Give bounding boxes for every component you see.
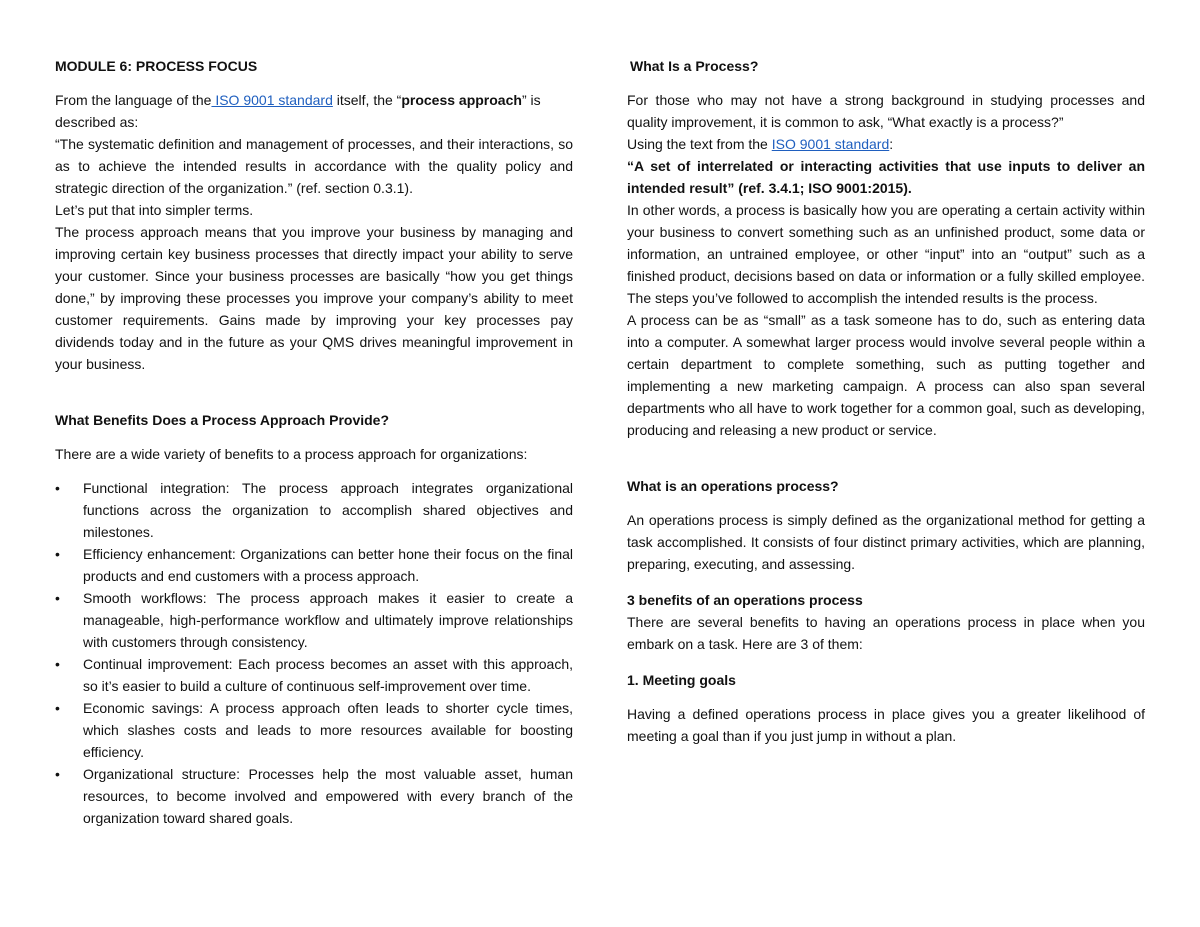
bullet-icon: •: [55, 590, 60, 606]
bullet-icon: •: [55, 766, 60, 782]
list-item: • Functional integration: The process approach integrates organizational functions across the organization to accomplish shared objectives and milestones.: [55, 477, 573, 543]
other-words-paragraph: In other words, a process is basically how you are operating a certain activity within your business to convert something such as an unfinished product, some data or information, an untrained employee, or other “input” into an “output” such as a finished product, decisions based on data or information or a fully skilled employee. The steps you’ve followed to accomplish the intended results is the process.: [627, 202, 1145, 306]
bullet-icon: •: [55, 700, 60, 716]
intro-paragraph: From the language of the ISO 9001 standard itself, the “process approach” is described as:: [55, 92, 541, 130]
meeting-goals-heading: 1. Meeting goals: [627, 672, 736, 688]
process-size-paragraph: A process can be as “small” as a task someone has to do, such as entering data into a computer. A somewhat larger process would involve several people within a certain department to complete something, such as putting together and implementing a new marketing campaign. A process can also span several departments who all have to work together for a common goal, such as developing, producing and releasing a new product or service.: [627, 312, 1145, 438]
what-is-process-paragraph: For those who may not have a strong background in studying processes and quality improvement, it is common to ask, “What exactly is a process?”: [627, 92, 1145, 130]
right-column: [627, 55, 1145, 747]
list-item: • Organizational structure: Processes help the most valuable asset, human resources, to become involved and empowered with every branch of the organization toward shared goals.: [55, 763, 573, 829]
bullet-icon: •: [55, 480, 60, 496]
benefits-list: [55, 477, 573, 829]
module-title: MODULE 6: PROCESS FOCUS: [55, 58, 258, 74]
simpler-terms: Let’s put that into simpler terms.: [55, 202, 254, 218]
iso-definition: “A set of interrelated or interacting activities that use inputs to deliver an intended result” (ref. 3.4.1; ISO 9001:2015).: [627, 158, 1145, 196]
definition-quote: “The systematic definition and management of processes, and their interactions, so as to achieve the intended results in accordance with the quality policy and strategic direction of the organization.” (ref. section 0.3.1).: [55, 136, 573, 196]
list-item: • Efficiency enhancement: Organizations can better hone their focus on the final products and end customers with a process approach.: [55, 543, 573, 587]
benefits-operations-paragraph: There are several benefits to having an operations process in place when you embark on a task. Here are 3 of them:: [627, 614, 1145, 652]
benefits-heading: What Benefits Does a Process Approach Provide?: [55, 412, 390, 428]
bullet-icon: •: [55, 656, 60, 672]
list-item: • Economic savings: A process approach often leads to shorter cycle times, which slashes costs and leads to more resources available for boosting efficiency.: [55, 697, 573, 763]
process-approach-paragraph: The process approach means that you improve your business by managing and improving certain key business processes that directly impact your ability to serve your customer. Since your business processes are basically “how you get things done,” by improving these processes you improve your company’s ability to meet customer requirements. Gains made by improving your key processes pay dividends today and in the future as your QMS drives meaningful improvement in your business.: [55, 224, 573, 372]
using-text-line: Using the text from the ISO 9001 standard:: [627, 136, 894, 152]
operations-process-heading: What is an operations process?: [627, 478, 839, 494]
benefits-intro: There are a wide variety of benefits to a process approach for organizations:: [55, 446, 528, 462]
bullet-icon: •: [55, 546, 60, 562]
benefits-operations-heading: 3 benefits of an operations process: [627, 592, 863, 608]
list-item: • Continual improvement: Each process becomes an asset with this approach, so it’s easier to build a culture of continuous self-improvement over time.: [55, 653, 573, 697]
meeting-goals-paragraph: Having a defined operations process in place gives you a greater likelihood of meeting a goal than if you just jump in without a plan.: [627, 706, 1145, 744]
iso-standard-link-2[interactable]: ISO 9001 standard: [771, 136, 890, 152]
list-item: • Smooth workflows: The process approach makes it easier to create a manageable, high-performance workflow and ultimately improve relationships with customers through consistency.: [55, 587, 573, 653]
iso-standard-link[interactable]: ISO 9001 standard: [211, 92, 333, 108]
left-column: [55, 55, 573, 829]
operations-process-paragraph: An operations process is simply defined as the organizational method for getting a task accomplished. It consists of four distinct primary activities, which are planning, preparing, executing, and assessing.: [627, 512, 1145, 572]
what-is-process-heading: What Is a Process?: [630, 58, 759, 74]
